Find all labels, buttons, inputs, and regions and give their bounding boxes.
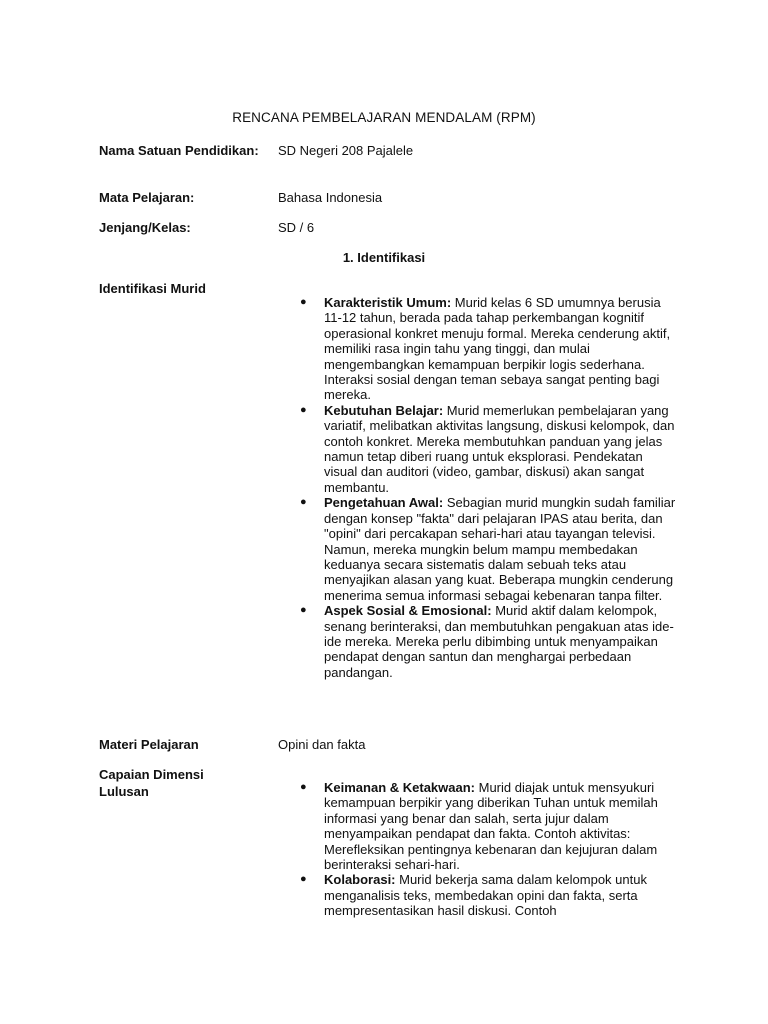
- label-identifikasi-murid: Identifikasi Murid: [99, 281, 206, 296]
- list-item: [298, 495, 678, 603]
- capaian-dimensi-list: [298, 780, 678, 919]
- bullet-icon: ●: [300, 604, 307, 617]
- value-nama-satuan: SD Negeri 208 Pajalele: [278, 143, 414, 158]
- document-title: RENCANA PEMBELAJARAN MENDALAM (RPM): [232, 110, 536, 125]
- item-term: Kolaborasi:: [324, 872, 396, 888]
- item-text: Murid diajak untuk mensyukuri kemampuan berpikir yang diberikan Tuhan untuk memilah informasi yang benar dan salah, serta jujur dalam menyampaikan pendapat dan fakta. Contoh aktivitas: Merefleksikan pentingnya kebenaran dan kejujuran dalam berinteraksi sehari-hari.: [324, 780, 658, 873]
- list-item: [298, 780, 678, 872]
- item-term: Aspek Sosial & Emosional:: [324, 603, 492, 619]
- item-term: Karakteristik Umum:: [324, 295, 452, 310]
- label-capaian-dimensi: Capaian Dimensi Lulusan: [99, 767, 204, 799]
- item-text: Murid memerlukan pembelajaran yang variatif, melibatkan aktivitas langsung, diskusi kelompok, dan contoh konkret. Mereka membutuhkan panduan yang jelas namun tetap diberi ruang untuk eksplorasi. Pendekatan visual dan auditori (video, gambar, diskusi) akan sangat membantu.: [324, 402, 675, 495]
- value-mata-pelajaran: Bahasa Indonesia: [278, 190, 383, 205]
- item-text: Murid aktif dalam kelompok, senang berinteraksi, dan membutuhkan pengakuan atas ide-ide mereka. Mereka perlu dibimbing untuk menyampaikan pendapat dengan santun dan menghargai perbedaan pandangan.: [324, 603, 674, 680]
- label-mata-pelajaran: Mata Pelajaran:: [99, 190, 195, 205]
- item-text: Murid kelas 6 SD umumnya berusia 11-12 tahun, berada pada tahap perkembangan kognitif operasional konkret menuju formal. Mereka cenderung aktif, memiliki rasa ingin tahu yang tinggi, dan mulai mengembangkan kemampuan berpikir logis sederhana. Interaksi sosial dengan teman sebaya sangat penting bagi mereka.: [324, 295, 671, 403]
- item-term: Keimanan & Ketakwaan:: [324, 780, 475, 795]
- identifikasi-murid-list: [298, 295, 678, 680]
- list-item: [298, 403, 678, 495]
- list-item: [298, 603, 678, 680]
- item-term: Pengetahuan Awal:: [324, 495, 444, 511]
- bullet-icon: ●: [300, 873, 307, 886]
- value-jenjang-kelas: SD / 6: [278, 220, 315, 235]
- item-text: Sebagian murid mungkin sudah familiar dengan konsep "fakta" dari pelajaran IPAS atau berita, dan "opini" dari percakapan sehari-hari atau tayangan televisi. Namun, mereka mungkin belum mampu membedakan keduanya secara sistematis dalam sebuah teks atau menyajikan alasan yang kuat. Beberapa mungkin cenderung menerima semua informasi sebagai kebenaran tanpa filter.: [324, 495, 676, 603]
- bullet-icon: ●: [300, 496, 307, 509]
- bullet-icon: ●: [300, 296, 307, 308]
- list-item: [298, 295, 678, 403]
- bullet-icon: ●: [300, 781, 307, 793]
- label-jenjang-kelas: Jenjang/Kelas:: [99, 220, 191, 235]
- bullet-icon: ●: [300, 403, 307, 416]
- label-nama-satuan: Nama Satuan Pendidikan:: [99, 143, 259, 158]
- label-materi-pelajaran: Materi Pelajaran: [99, 737, 199, 752]
- item-text: Murid bekerja sama dalam kelompok untuk menganalisis teks, membedakan opini dan fakta, serta mempresentasikan hasil diskusi. Contoh: [324, 872, 647, 919]
- item-term: Kebutuhan Belajar:: [324, 402, 444, 418]
- section-heading-identifikasi: 1. Identifikasi: [342, 250, 426, 265]
- list-item: [298, 872, 678, 918]
- value-materi-pelajaran: Opini dan fakta: [278, 737, 366, 752]
